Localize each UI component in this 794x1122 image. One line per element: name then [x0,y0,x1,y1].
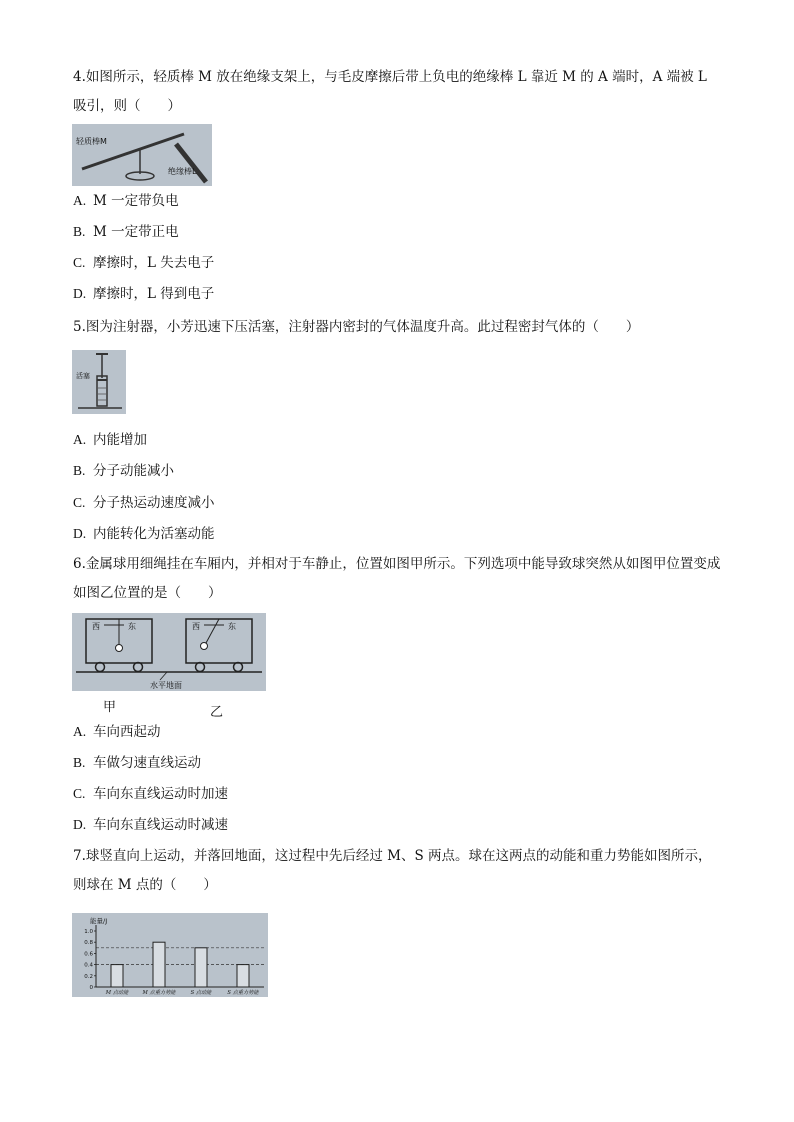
caption-jia: 甲 [103,700,117,715]
y-tick-label-5: 1.0 [84,929,93,935]
q4-option-d: D. 摩擦时，L 得到电子 [73,286,215,302]
label-west-b: 西 [192,622,200,631]
chart-ylabel: 能量/J [90,917,108,925]
bar-0 [111,965,123,987]
question-4-text: 4.如图所示，轻质棒 M 放在绝缘支架上，与毛皮摩擦后带上负电的绝缘棒 L 靠近 M 的 A 端时，A 端被 L 吸引，则（ ） [73,69,707,114]
q4-option-b: B. M 一定带正电 [73,224,179,240]
q6-option-c: C. 车向东直线运动时加速 [73,786,228,802]
bar-3 [237,965,249,987]
label-rod-m: 轻质棒M [76,137,107,146]
label-east-b: 东 [228,622,236,631]
chart-grid [96,948,264,965]
question-5-text: 5.图为注射器，小芳迅速下压活塞，注射器内密封的气体温度升高。此过程密封气体的（ ） [73,319,640,335]
q4-option-a: A. M 一定带负电 [73,193,179,209]
label-west-a: 西 [92,622,100,631]
x-category-label-0: M 点动能 [105,990,129,996]
label-rod-l: 绝缘棒L [168,167,197,176]
q6-option-a: A. 车向西起动 [73,724,161,740]
x-category-label-2: S 点动能 [190,990,212,996]
question-6-text: 6.金属球用细绳挂在车厢内，并相对于车静止，位置如图甲所示。下列选项中能导致球突然从如图甲位置变成如图乙位置的是（ ） [73,556,721,601]
x-category-label-1: M 点重力势能 [142,990,176,996]
q5-option-d: D. 内能转化为活塞动能 [73,526,215,542]
figure-syringe [72,350,126,414]
q6-option-d: D. 车向东直线运动时减速 [73,817,228,833]
label-ground: 水平地面 [150,681,182,690]
q4-option-c: C. 摩擦时，L 失去电子 [73,255,215,271]
q5-option-a: A. 内能增加 [73,432,147,448]
bar-2 [195,948,207,987]
q6-option-b: B. 车做匀速直线运动 [73,755,201,771]
y-tick-label-3: 0.6 [84,951,93,958]
q5-option-c: C. 分子热运动速度减小 [73,495,215,511]
caption-yi: 乙 [210,705,224,720]
y-tick-label-4: 0.8 [84,940,93,947]
y-tick-label-1: 0.2 [84,973,93,980]
label-piston: 活塞 [76,372,90,380]
energy-bar-chart [72,913,268,997]
figure-carriages [72,613,266,691]
x-category-label-3: S 点重力势能 [227,990,259,996]
label-east-a: 东 [128,622,136,631]
y-tick-label-0: 0 [89,985,93,991]
y-tick-label-2: 0.4 [84,962,93,969]
question-7-text: 7.球竖直向上运动，并落回地面，这过程中先后经过 M、S 两点。球在这两点的动能和重力势能如图所示，则球在 M 点的（ ） [73,848,712,893]
bar-1 [153,942,165,987]
q5-option-b: B. 分子动能减小 [73,463,174,479]
figure-rod-stand [72,124,212,186]
